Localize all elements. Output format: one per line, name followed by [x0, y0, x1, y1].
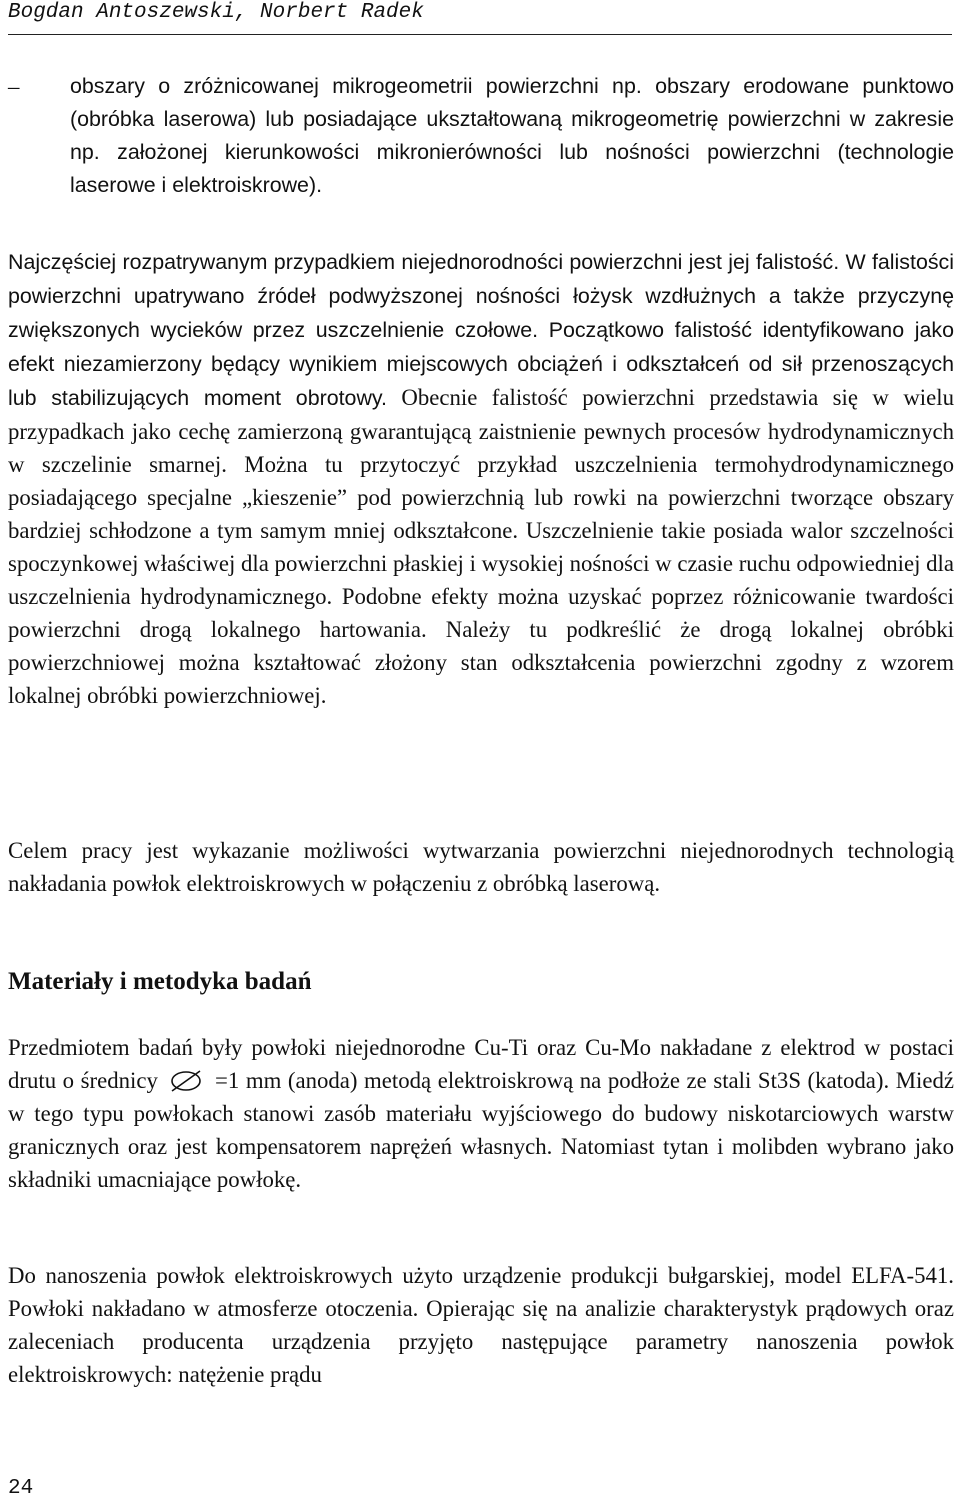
list-bullet: –: [8, 74, 20, 99]
paragraph-sans-part: Najczęściej rozpatrywanym przypadkiem niejednorodności powierzchni jest jej falistość.: [8, 250, 840, 274]
header-rule: [8, 34, 952, 35]
paragraph-cel-pracy: Celem pracy jest wykazanie możliwości wytwarzania powierzchni niejednorodnych technologią nakładania powłok elektroiskrowych w połączeniu z obróbką laserową.: [8, 838, 954, 896]
paragraph-text-after-symbol: =1 mm (anoda) metodą elektroiskrową na podłoże ze stali St3S (katoda). Miedź w tego typu powłokach stanowi zasób materiału wyjściowego do budowy niskotarciowych warstw granicznych oraz jest kompensatorem naprężeń własnych. Natomiast tytan i molibden wybrano jako składniki umacniające powłokę.: [8, 1068, 955, 1192]
paragraph-serif-part: Obecnie falistość powierzchni przedstawia się w wielu przypadkach jako cechę zamierzoną gwarantującą zaistnienie pewnych procesów hydrodynamicznych w szczelinie smarnej. Można tu przytoczyć przykład uszczelnienia termohydrodynamicznego posiadającego specjalne „kieszenie” pod powierzchnią lub rowki na powierzchni tworzące obszary bardziej schłodzone a tym samym mniej odkształcone. Uszczelnienie takie posiada walor szczelności spoczynkowej właściwej dla powierzchni płaskiej i wysokiej nośności w czasie ruchu odpowiedniej dla uszczelnienia hydrodynamicznego. Podobne efekty można uzyskać poprzez różnicowanie twardości powierzchni drogą lokalnego hartowania. Należy tu podkreślić że drogą lokalnej obróbki powierzchniowej można kształtować złożony stan odkształcenia powierzchni zgodny z wzorem lokalnej obróbki powierzchniowej.: [8, 385, 954, 708]
paragraph-falistosc: [8, 245, 954, 712]
page-number: 24: [8, 1477, 34, 1500]
paragraph-sans-continuation: W falistości powierzchni upatrywano źródeł podwyższonej nośności łożysk wzdłużnych a także przyczynę zwiększonych wycieków przez uszczelnienie czołowe. Początkowo falistość identyfikowano jako efekt niezamierzony będący wynikiem miejscowych obciążeń i odkształceń od sił przenoszących lub stabilizujących moment obrotowy.: [8, 250, 954, 410]
diameter-symbol-icon: [168, 1070, 204, 1092]
list-item-text: obszary o zróżnicowanej mikrogeometrii powierzchni np. obszary erodowane punktowo (obróbka laserowa) lub posiadające ukształtowaną mikrogeometrię powierzchni w zakresie np. założonej kierunkowości mikronierówności lub nośności powierzchni (technologie laserowe i elektroiskrowe).: [70, 74, 954, 197]
paragraph-przedmiot-badan: [8, 1031, 954, 1196]
paragraph-elfa: Do nanoszenia powłok elektroiskrowych użyto urządzenie produkcji bułgarskiej, model ELFA-541. Powłoki nakładano w atmosferze otoczenia. Opierając się na analizie charakterystyk prądowych oraz zaleceniach producenta urządzenia przyjęto następujące parametry nanoszenia powłok elektroiskrowych: natężenie prądu: [8, 1263, 954, 1387]
paragraph-text-before-symbol: Przedmiotem badań były powłoki niejednorodne Cu-Ti oraz Cu-Mo nakładane z elektrod w postaci drutu o średnicy: [8, 1035, 954, 1093]
running-header-authors: Bogdan Antoszewski, Norbert Radek: [8, 1, 424, 24]
section-heading: Materiały i metodyka badań: [8, 968, 312, 995]
